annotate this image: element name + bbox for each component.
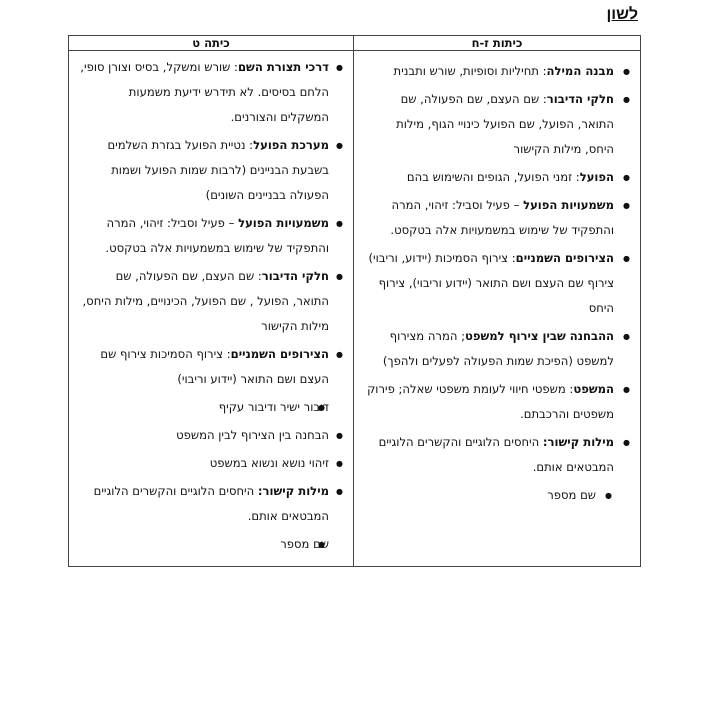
topic-description: דיבור ישיר ודיבור עקיף [218, 400, 329, 414]
list-item [364, 430, 632, 480]
list-item [364, 59, 632, 84]
topic-description: ; המרה מצירוף למשפט (הפיכת שמות הפעולה לפעלים ולהפך) [382, 329, 614, 368]
topic-description: : צירוף הסמיכות צירוף שם העצם ושם התואר (יידוע וריבוי) [100, 347, 329, 386]
topic-description: שם מספר [547, 488, 596, 502]
topic-term: ההבחנה שבין צירוף למשפט [464, 329, 614, 343]
table-row [69, 51, 641, 567]
list-item [79, 264, 345, 339]
grades-7-8-cell [354, 51, 641, 567]
topic-description: – פעיל וסביל: זיהוי, המרה והתפקיד של שימוש במשמעויות אלה בטקסט. [105, 216, 329, 255]
topic-description: : תחיליות וסופיות, שורש ותבנית [393, 64, 547, 78]
topic-description: הבחנה בין הצירוף לבין המשפט [176, 428, 329, 442]
topic-term: הפועל [579, 170, 614, 184]
topic-description: : צירוף הסמיכות (יידוע, וריבוי) צירוף שם העצם ושם התואר (יידוע וריבוי), צירוף היחס [368, 251, 614, 315]
curriculum-table [68, 35, 641, 567]
topic-description: : שורש ומשקל, בסיס וצורן סופי, הלחם בסיסים. לא תידרש ידיעת משמעות המשקלים והצורנים. [80, 60, 329, 124]
topic-description: שם מספר [280, 537, 329, 551]
topic-description: היחסים הלוגיים והקשרים הלוגיים המבטאים אותם. [378, 435, 614, 474]
topic-term: חלקי הדיבור [261, 269, 329, 283]
list-item [79, 395, 345, 420]
topic-term: מילות קישור: [257, 484, 329, 498]
topic-term: מבנה המילה [546, 64, 614, 78]
topic-description: : משפטי חיווי לעומת משפטי שאלה; פירוק משפטים והרכבתם. [367, 382, 614, 421]
list-item [364, 246, 632, 321]
topic-term: משמעויות הפועל [523, 198, 614, 212]
grade-9-topic-list [79, 55, 345, 557]
list-item [79, 211, 345, 261]
list-item [79, 423, 345, 448]
topic-description: – פעיל וסביל: זיהוי, המרה והתפקיד של שימוש במשמעויות אלה בטקסט. [390, 198, 614, 237]
list-item [364, 377, 632, 427]
list-item [364, 87, 632, 162]
list-item [364, 483, 632, 508]
topic-term: הצירופים השמניים [230, 347, 329, 361]
topic-description: : שם העצם, שם הפעולה, שם התואר, הפועל, שם הפועל כינויי הגוף, מילות היחס, מילות הקישור [396, 92, 614, 156]
header-grades-7-8: כיתות ז-ח [354, 36, 641, 51]
header-grade-9: כיתה ט [69, 36, 354, 51]
topic-term: משמעויות הפועל [238, 216, 329, 230]
topic-term: דרכי תצורת השם [237, 60, 329, 74]
topic-term: הצירופים השמניים [515, 251, 614, 265]
list-item [79, 479, 345, 529]
topic-term: חלקי הדיבור [546, 92, 614, 106]
list-item [79, 532, 345, 557]
page-title: לשון [606, 6, 638, 23]
list-item [364, 324, 632, 374]
grade-9-cell [69, 51, 354, 567]
list-item [364, 165, 632, 190]
list-item [79, 451, 345, 476]
topic-description: היחסים הלוגיים והקשרים הלוגיים המבטאים אותם. [93, 484, 329, 523]
topic-description: : זמני הפועל, הגופים והשימוש בהם [406, 170, 580, 184]
list-item [79, 342, 345, 392]
table-header-row [69, 36, 641, 51]
topic-term: המשפט [573, 382, 614, 396]
list-item [79, 133, 345, 208]
topic-description: : נטיית הפועל בגזרת השלמים בשבעת הבניינים (לרבות שמות הפועל ושמות הפעולה בבניינים השונים) [107, 138, 329, 202]
topic-term: מערכת הפועל [253, 138, 329, 152]
topic-term: מילות קישור: [542, 435, 614, 449]
topic-description: זיהוי נושא ונשוא במשפט [209, 456, 329, 470]
topic-description: : שם העצם, שם הפעולה, שם התואר, הפועל , שם הפועל, הכינויים, מילות היחס, מילות הקישור [82, 269, 329, 333]
grades-7-8-topic-list [364, 59, 632, 508]
list-item [79, 55, 345, 130]
list-item [364, 193, 632, 243]
